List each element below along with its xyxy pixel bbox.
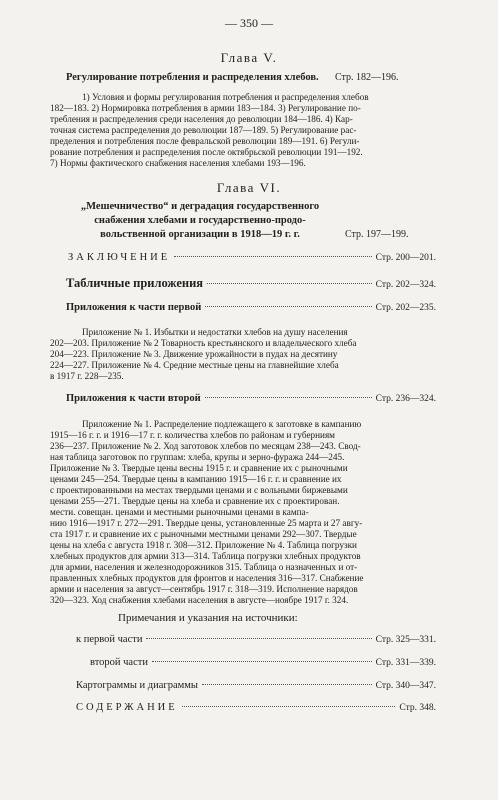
part2-line: ста 1917 г. и сравнение их с рыночными местными ценами 292—307. Твердые xyxy=(50,529,357,539)
notes-item-row xyxy=(76,702,436,713)
notes-item-ref: Стр. 325—331. xyxy=(375,635,436,645)
notes-item-row xyxy=(76,680,436,691)
tables-row xyxy=(66,276,436,291)
part1-ref: Стр. 202—235. xyxy=(375,303,436,313)
chapter-6-heading: Глава VI. xyxy=(216,180,282,195)
conclusion-ref: Стр. 200—201. xyxy=(375,253,436,263)
notes-item-ref: Стр. 340—347. xyxy=(375,681,436,691)
chapter-5-heading: Глава V. xyxy=(220,50,278,65)
part1-line: 204—223. Приложение № 3. Движение урожайности в пудах на десятину xyxy=(50,349,338,359)
dot-leader xyxy=(146,638,371,639)
part2-line: нию 1916—1917 г. 272—291. Твердые цены, установленные 25 марта и 27 авгу- xyxy=(50,518,363,528)
part2-line: ценами 245—254. Твердые цены в кампанию 1915—16 г. г. и сравнение их xyxy=(50,474,342,484)
notes-item-label: второй части xyxy=(90,657,148,668)
part2-line: 1915—16 г. г. и 1916—17 г. г. количества хлебов по районам и губерниям xyxy=(50,430,335,440)
dot-leader xyxy=(205,397,372,398)
chapter-5-title: Регулирование потребления и распределения хлебов. xyxy=(66,72,319,83)
part2-ref: Стр. 236—324. xyxy=(375,394,436,404)
part1-line: Приложение № 1. Избытки и недостатки хлебов на душу населения xyxy=(82,327,348,337)
dot-leader xyxy=(202,684,372,685)
chapter-6-title-line: вольственной организации в 1918—19 г. г. xyxy=(100,229,300,240)
notes-item-ref: Стр. 331—339. xyxy=(375,658,436,668)
notes-item-label: Картограммы и диаграммы xyxy=(76,680,198,691)
ch5-line: 7) Нормы фактического снабжения населения хлебами 193—196. xyxy=(50,158,306,168)
part2-line: мести. совещан. ценами и местными рыночными ценами в кампа- xyxy=(50,507,309,517)
ch5-line: 182—183. 2) Нормировка потребления в армии 183—184. 3) Регулирование по- xyxy=(50,103,361,113)
part1-row xyxy=(66,302,436,313)
part2-line: Приложение № 1. Распределение подлежащего к заготовке в кампанию xyxy=(82,419,362,429)
part2-line: ценами 255—271. Твердые цены на хлеба и сравнение их с проектирован. xyxy=(50,496,340,506)
chapter-6-title-line: снабжения хлебами и государственно-продо- xyxy=(94,215,306,226)
part2-line: ная таблица заготовок по группам: хлеба, крупы и зерно-фуража 244—245. xyxy=(50,452,345,462)
part2-line: 236—237. Приложение № 2. Ход заготовок хлебов по месяцам 238—243. Свод- xyxy=(50,441,361,451)
conclusion-row xyxy=(68,252,436,263)
part2-line: с проектированными на местах твердыми ценами и с вольными биржевыми xyxy=(50,485,348,495)
chapter-5-ref: Стр. 182—196. xyxy=(335,72,399,83)
ch5-line: рование потребления и распределения после октябрьской революции 191—192. xyxy=(50,147,363,157)
part2-line: армии и населения за август—сентябрь 1917 г. 318—319. Исполнение нарядов xyxy=(50,584,358,594)
tables-ref: Стр. 202—324. xyxy=(375,280,436,290)
part1-line: 202—203. Приложение № 2 Товарность крестьянского и владельческого хлеба xyxy=(50,338,357,348)
page-number: — 350 — xyxy=(225,16,273,30)
part2-line: Приложение № 3. Твердые цены весны 1915 г. и сравнение их с рыночными xyxy=(50,463,348,473)
part1-label: Приложения к части первой xyxy=(66,302,202,313)
ch5-line: точная система распределения до революции 187—189. 5) Регулирование рас- xyxy=(50,125,357,135)
part2-row xyxy=(66,393,436,404)
notes-item-label: СОДЕРЖАНИЕ xyxy=(76,702,178,713)
conclusion-label: ЗАКЛЮЧЕНИЕ xyxy=(68,252,171,263)
ch5-line: 1) Условия и формы регулирования потребления и распределения хлебов xyxy=(82,92,369,102)
part2-line: 320—323. Ход снабжения хлебами населения в августе—ноябре 1917 г. 324. xyxy=(50,595,349,605)
notes-item-row xyxy=(90,657,436,668)
notes-item-ref: Стр. 348. xyxy=(399,703,436,713)
part2-line: для армии, населения и железнодорожников 315. Таблица о назначенных и от- xyxy=(50,562,358,572)
dot-leader xyxy=(182,706,396,707)
dot-leader xyxy=(152,661,372,662)
notes-item-row xyxy=(76,634,436,645)
dot-leader xyxy=(205,306,371,307)
dot-leader xyxy=(174,256,371,257)
tables-label: Табличные приложения xyxy=(66,276,204,290)
part2-label: Приложения к части второй xyxy=(66,393,201,404)
dot-leader xyxy=(207,283,372,284)
part2-line: цены на хлеба с августа 1918 г. 308—312. Приложение № 4. Таблица погрузки xyxy=(50,540,357,550)
chapter-6-ref: Стр. 197—199. xyxy=(345,229,409,240)
chapter-6-title-line: „Мешечничество“ и деградация государственного xyxy=(80,201,320,212)
part1-line: 224—227. Приложение № 4. Средние местные цены на главнейшие хлеба xyxy=(50,360,339,370)
ch5-line: пределения и потребления после февральской революции 189—191. 6) Регули- xyxy=(50,136,360,146)
ch5-line: требления и распределения среди населения до революции 184—186. 4) Кар- xyxy=(50,114,353,124)
part2-line: правленных хлебных продуктов для фронтов и населения 316—317. Снабжение xyxy=(50,573,364,583)
part2-line: хлебных продуктов для армии 313—314. Таблица погрузки хлебных продуктов xyxy=(50,551,361,561)
notes-heading: Примечания и указания на источники: xyxy=(118,612,298,624)
part1-line: в 1917 г. 228—235. xyxy=(50,371,124,381)
notes-item-label: к первой части xyxy=(76,634,143,645)
